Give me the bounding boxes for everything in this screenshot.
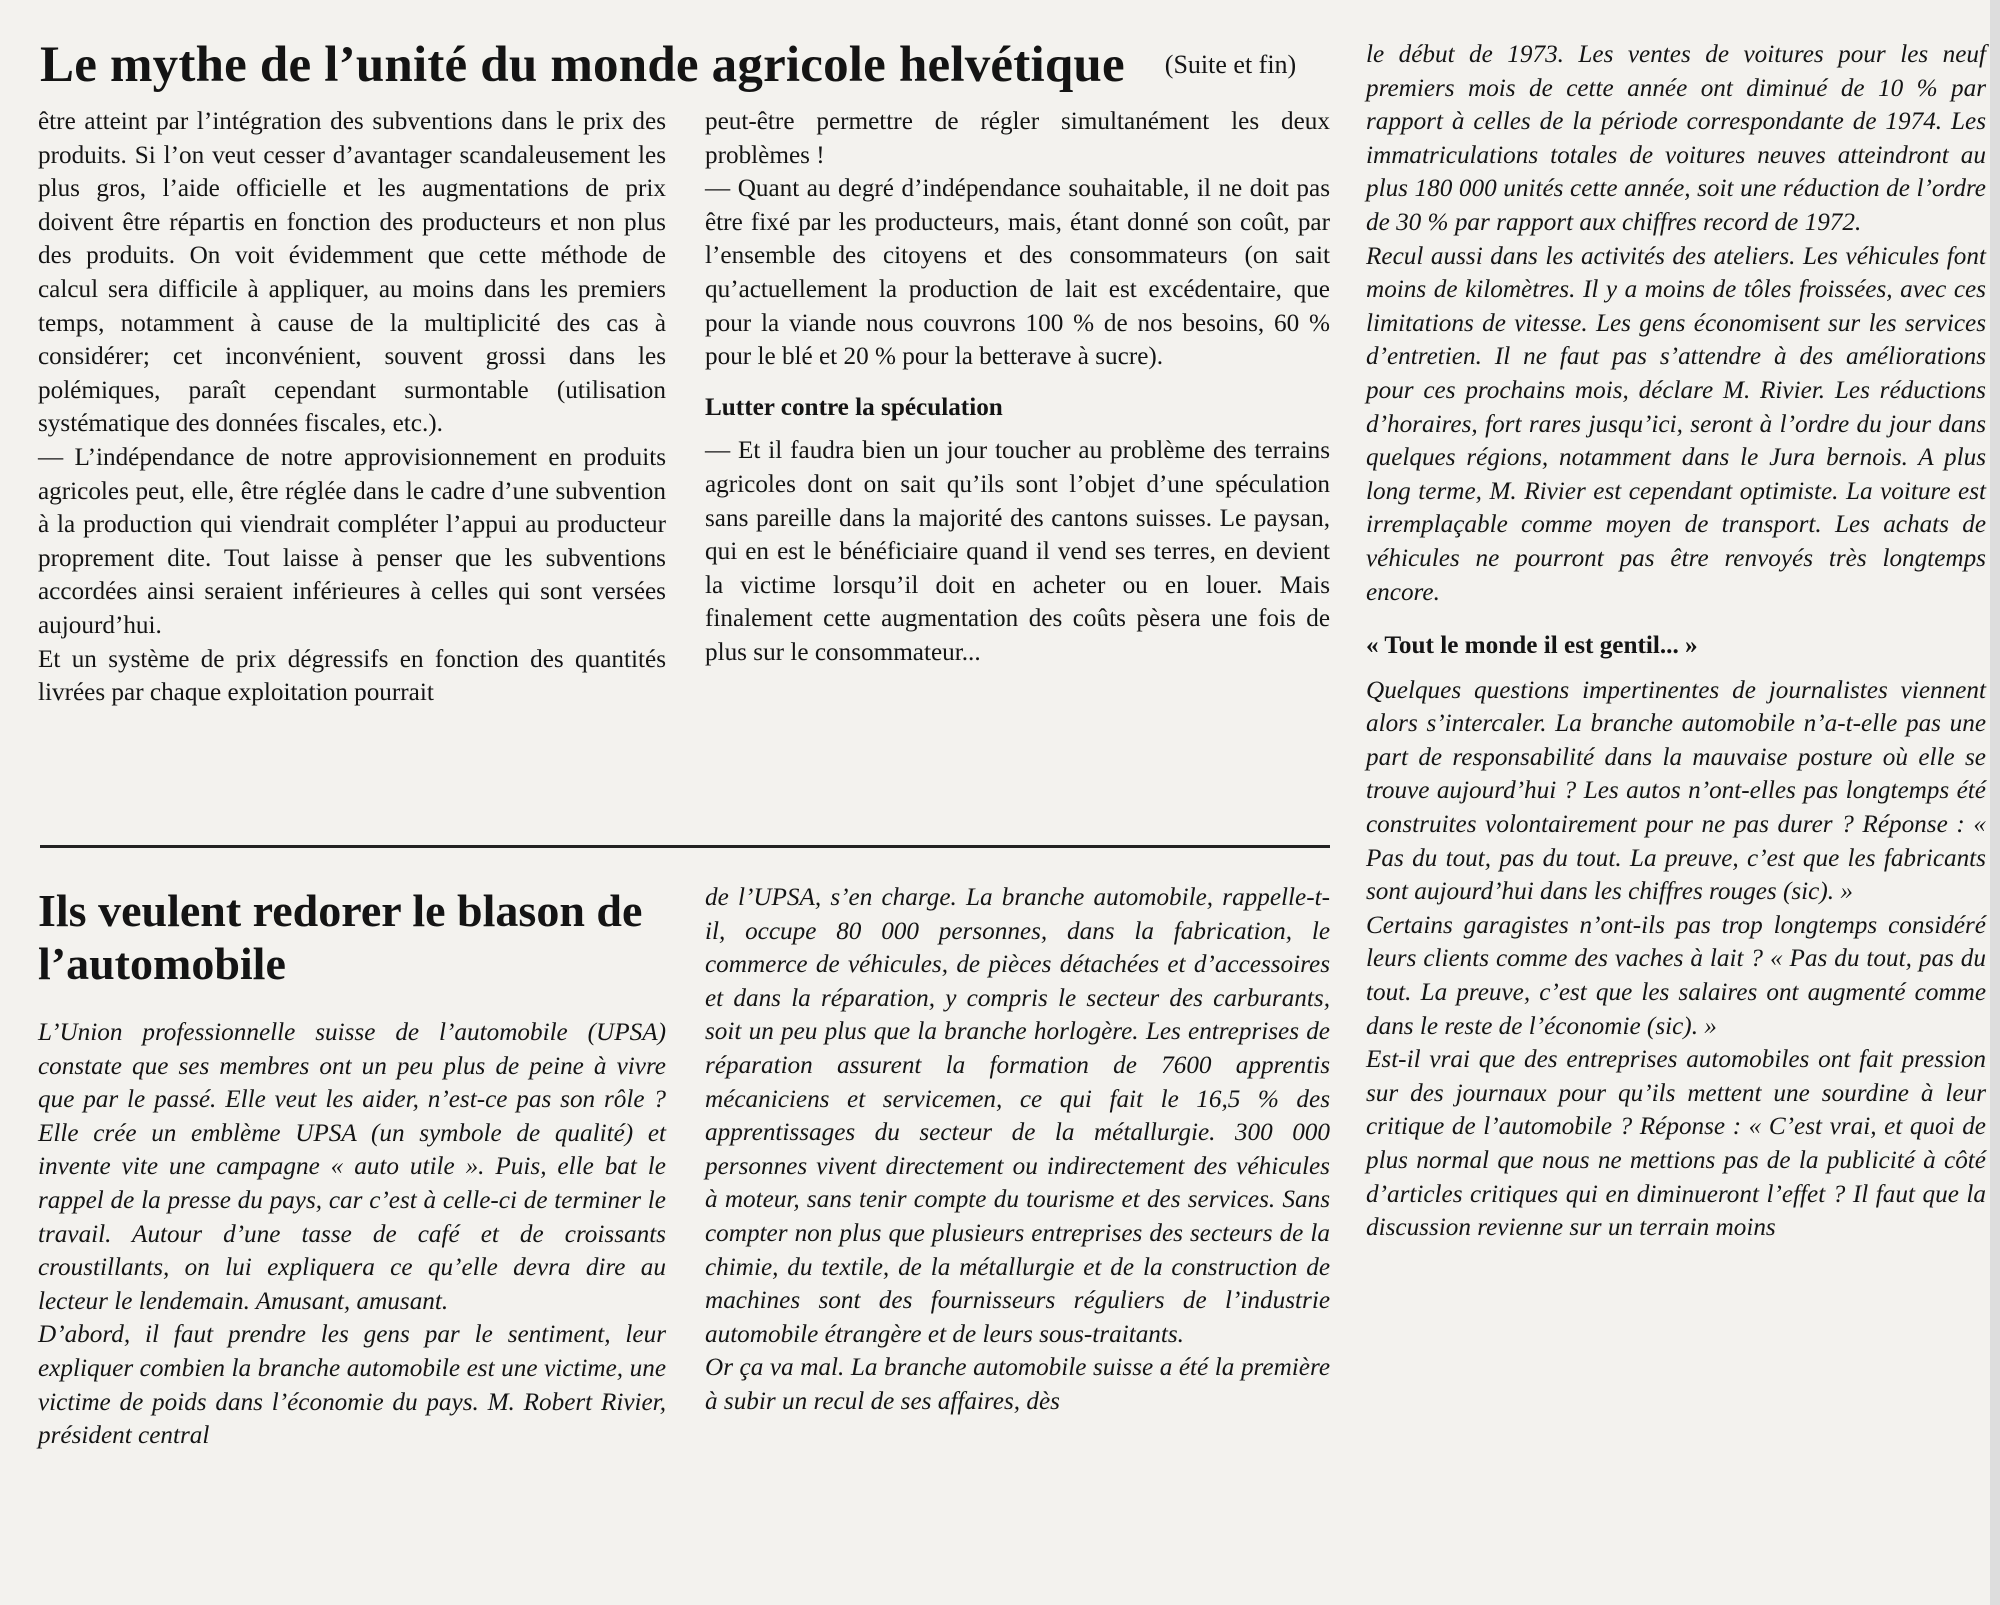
paragraph: — Quant au degré d’indépendance souhaitable, il ne doit pas être fixé par les producteurs, mais, étant donné son coût, par l’ensemble des citoyens et des consommateurs (on sait qu’actuellement la production de lait est excédentaire, que pour la viande nous couvrons 100 % de nos besoins, 60 % pour le blé et 20 % pour la betterave à sucre). <box>705 175 1330 371</box>
article1-column-2 <box>705 105 1330 670</box>
article2-column-3 <box>1366 38 1986 1245</box>
paragraph: être atteint par l’intégration des subventions dans le prix des produits. Si l’on veut cesser d’avantager scandaleusement les plus gros, l’aide officielle et les augmentations de prix doivent être répartis en fonction des producteurs et non plus des produits. On voit évidemment que cette méthode de calcul sera difficile à appliquer, au moins dans les premiers temps, notamment à cause de la multiplicité des cas à considérer; cet inconvénient, souvent grossi dans les polémiques, paraît cependant surmontable (utilisation systématique des données fiscales, etc.). <box>38 108 666 438</box>
article1-subhead: Lutter contre la spéculation <box>705 393 1003 421</box>
paragraph: Recul aussi dans les activités des ateliers. Les véhicules font moins de kilomètres. Il y a moins de tôles froissées, avec ces limitations de vitesse. Les gens économisent sur les services d’entretien. Il ne faut pas s’attendre à des améliorations pour ces prochains mois, déclare M. Rivier. Les réductions d’horaires, fort rares jusqu’ici, seront à l’ordre du jour dans quelques régions, notamment dans le Jura bernois. A plus long terme, M. Rivier est cependant optimiste. La voiture est irremplaçable comme moyen de transport. Les achats de véhicules ne pourront pas être renvoyés très longtemps encore. <box>1366 242 1986 606</box>
paragraph: le début de 1973. Les ventes de voitures pour les neuf premiers mois de cette année ont diminué de 10 % par rapport à celles de la période correspondante de 1974. Les immatriculations totales de voitures neuves atteindront au plus 180 000 unités cette année, soit une réduction de l’ordre de 30 % par rapport aux chiffres record de 1972. <box>1366 41 1986 236</box>
paragraph: Or ça va mal. La branche automobile suisse a été la première à subir un recul de ses affaires, dès <box>705 1354 1330 1415</box>
paragraph: peut-être permettre de régler simultanément les deux problèmes ! <box>705 108 1330 169</box>
paragraph: Est-il vrai que des entreprises automobiles ont fait pression sur des journaux pour qu’ils mettent une sourdine à leur critique de l’automobile ? Réponse : « C’est vrai, et quoi de plus normal que nous ne mettions pas de la publicité à côté d’articles critiques qui en diminueront l’effet ? Il faut que la discussion revienne sur un terrain moins <box>1366 1046 1986 1242</box>
article2-column-2 <box>705 881 1330 1419</box>
article1-title: Le mythe de l’unité du monde agricole helvétique <box>40 37 1125 93</box>
article2-column-1 <box>38 1016 666 1453</box>
paragraph: Et un système de prix dégressifs en fonction des quantités livrées par chaque exploitation pourrait <box>38 645 666 707</box>
article2-title: Ils veulent redorer le blason de l’automobile <box>38 885 643 989</box>
paragraph: — Et il faudra bien un jour toucher au problème des terrains agricoles dont on sait qu’ils sont l’objet d’une spéculation sans pareille dans la majorité des cantons suisses. Le paysan, qui en est le bénéficiaire quand il vend ses terres, en devient la victime lorsqu’il doit en acheter ou en louer. Mais finalement cette augmentation des coûts pèsera une fois de plus sur le consommateur... <box>705 437 1330 666</box>
paragraph: de l’UPSA, s’en charge. La branche automobile, rappelle-t-il, occupe 80 000 personnes, dans la fabrication, le commerce de véhicules, de pièces détachées et d’accessoires et dans la réparation, y compris le secteur des carburants, soit un peu plus que la branche horlogère. Les entreprises de réparation assurent la formation de 7600 apprentis mécaniciens et servicemen, ce qui fait le 16,5 % des apprentissages du secteur de la métallurgie. 300 000 personnes vivent directement ou indirectement des véhicules à moteur, sans tenir compte du tourisme et des services. Sans compter non plus que plusieurs entreprises des secteurs de la chimie, du textile, de la métallurgie et de la construction de machines sont des fournisseurs réguliers de l’industrie automobile étrangère et de leurs sous-traitants. <box>705 884 1330 1348</box>
article1-headline <box>40 30 1340 100</box>
article1-suite-label: (Suite et fin) <box>1164 50 1297 79</box>
paragraph: Certains garagistes n’ont-ils pas trop longtemps considéré leurs clients comme des vaches à lait ? « Pas du tout, pas du tout. La preuve, c’est que les salaires ont augmenté comme dans le reste de l’économie (sic). » <box>1366 911 1986 1040</box>
paragraph: — L’indépendance de notre approvisionnement en produits agricoles peut, elle, être réglée dans le cadre d’une subvention à la production qui viendrait compléter l’appui au producteur proprement dite. Tout laisse à penser que les subventions accordées ainsi seraient inférieures à celles qui sont versées aujourd’hui. <box>38 443 666 639</box>
paragraph: D’abord, il faut prendre les gens par le sentiment, leur expliquer combien la branche automobile est une victime, une victime de poids dans l’économie du pays. M. Robert Rivier, président central <box>38 1321 666 1450</box>
article1-column-1 <box>38 105 666 710</box>
section-divider <box>40 845 1330 848</box>
paragraph: Quelques questions impertinentes de journalistes viennent alors s’intercaler. La branche automobile n’a-t-elle pas une part de responsabilité dans la mauvaise posture où elle se trouve aujourd’hui ? Les autos n’ont-elles pas longtemps été construites volontairement pour ne pas durer ? Réponse : « Pas du tout, pas du tout. La preuve, c’est que les fabricants sont aujourd’hui dans les chiffres rouges (sic). » <box>1366 676 1986 906</box>
paragraph: L’Union professionnelle suisse de l’automobile (UPSA) constate que ses membres ont un peu plus de peine à vivre que par le passé. Elle veut les aider, n’est-ce pas son rôle ? Elle crée un emblème UPSA (un symbole de qualité) et invente vite une campagne « auto utile ». Puis, elle bat le rappel de la presse du pays, car c’est à celle-ci de terminer le travail. Autour d’une tasse de café et de croissants croustillants, on lui expliquera ce qu’elle devra dire au lecteur le lendemain. Amusant, amusant. <box>38 1019 666 1315</box>
article2-subhead: « Tout le monde il est gentil... » <box>1366 632 1698 660</box>
page-edge <box>1990 0 2000 1605</box>
